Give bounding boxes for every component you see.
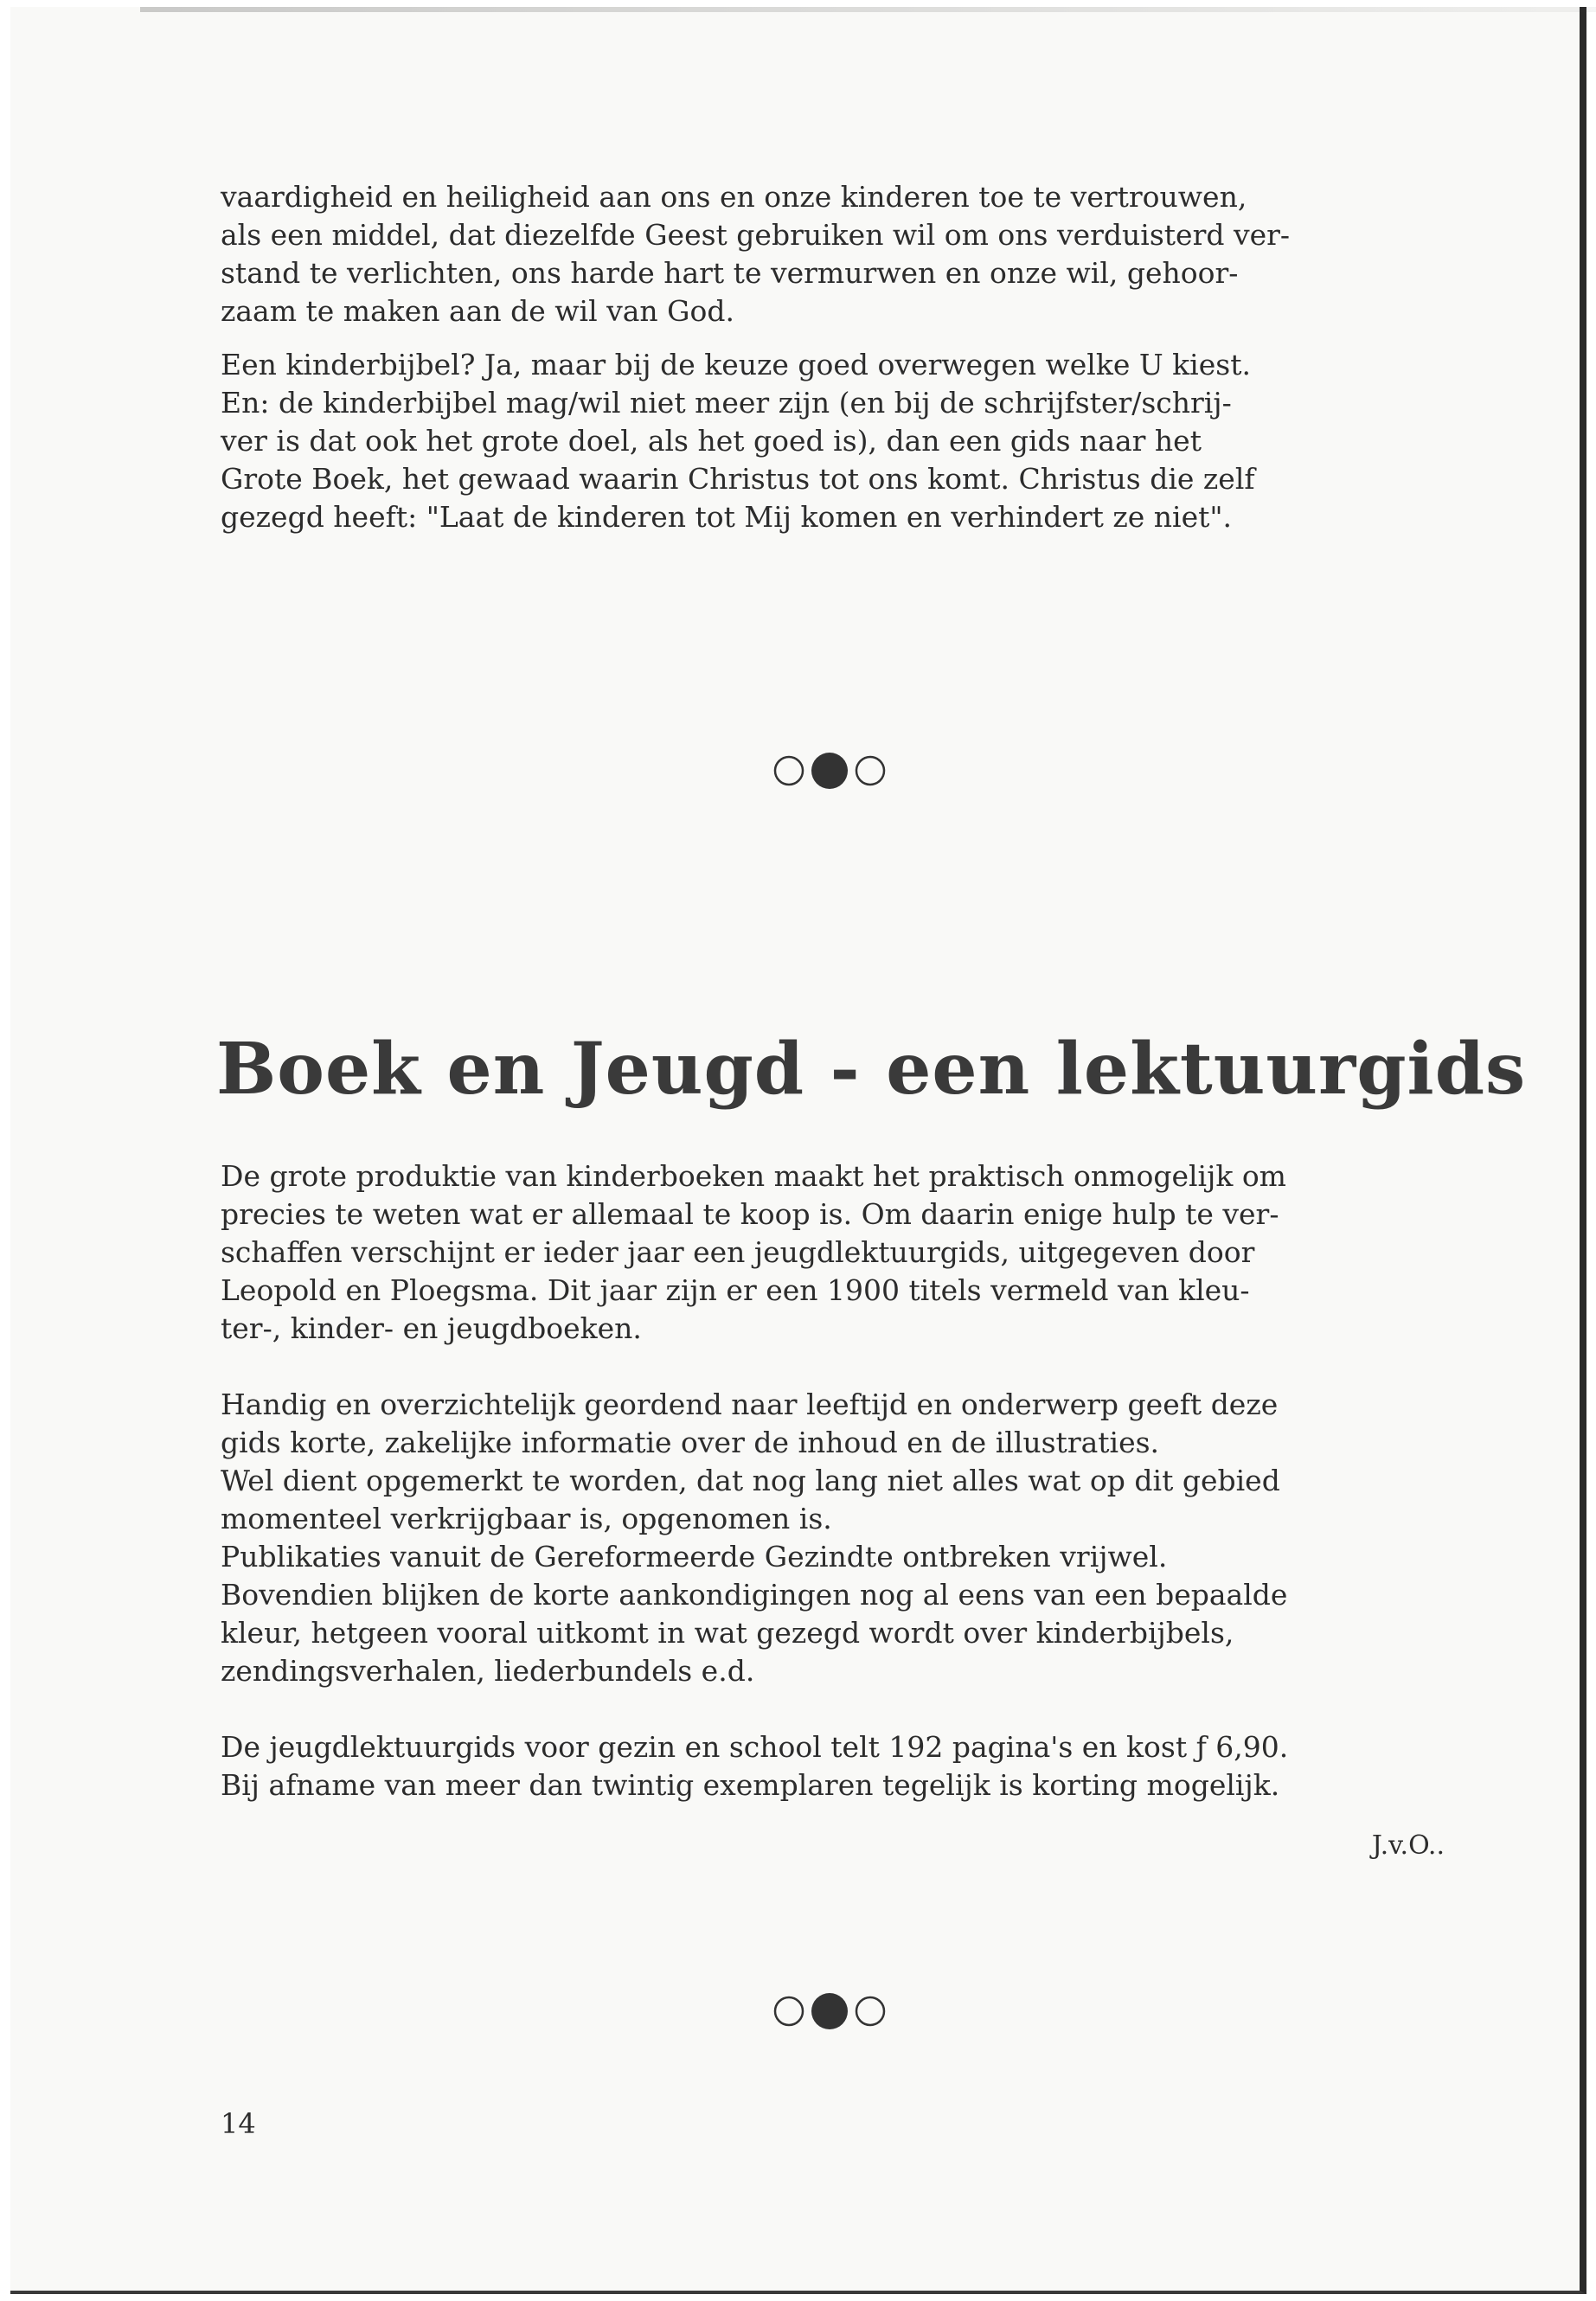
text-line: zaam te maken aan de wil van God.	[221, 294, 735, 328]
open-circle-icon	[772, 1994, 806, 2029]
open-circle-icon	[853, 1994, 888, 2029]
text-line: Publikaties vanuit de Gereformeerde Gezindte ontbreken vrijwel.	[221, 1540, 1168, 1574]
open-circle-icon	[772, 753, 806, 788]
text-line: Leopold en Ploegsma. Dit jaar zijn er een 1900 titels vermeld van kleu-	[221, 1273, 1250, 1307]
article-body	[221, 1157, 1449, 1804]
text-line: gezegd heeft: "Laat de kinderen tot Mij komen en verhindert ze niet".	[221, 500, 1233, 534]
open-circle-icon	[853, 753, 888, 788]
text-line: ter-, kinder- en jeugdboeken.	[221, 1311, 642, 1345]
article-paragraph-3	[221, 1728, 1449, 1804]
article-paragraph-1	[221, 1157, 1449, 1348]
text-line: vaardigheid en heiligheid aan ons en onze kinderen toe te vertrouwen,	[221, 180, 1247, 214]
text-line: gids korte, zakelijke informatie over de inhoud en de illustraties.	[221, 1426, 1160, 1459]
page	[10, 7, 1586, 2294]
text-line: precies te weten wat er allemaal te koop is. Om daarin enige hulp te ver-	[221, 1197, 1279, 1231]
text-line: ver is dat ook het grote doel, als het goed is), dan een gids naar het	[221, 424, 1202, 458]
section-divider-ornament	[765, 1990, 894, 2033]
text-line: stand te verlichten, ons harde hart te vermurwen en onze wil, gehoor-	[221, 256, 1239, 290]
intro-paragraph-2	[221, 346, 1449, 536]
text-line: kleur, hetgeen vooral uitkomt in wat gezegd wordt over kinderbijbels,	[221, 1616, 1234, 1650]
section-divider-ornament	[765, 749, 894, 792]
text-line: schaffen verschijnt er ieder jaar een jeugdlektuurgids, uitgegeven door	[221, 1235, 1255, 1269]
text-line: Grote Boek, het gewaad waarin Christus tot ons komt. Christus die zelf	[221, 462, 1255, 496]
text-line: De grote produktie van kinderboeken maakt het praktisch onmogelijk om	[221, 1159, 1286, 1193]
page-top-edge-shadow	[140, 7, 1596, 12]
text-line: Bovendien blijken de korte aankondigingen nog al eens van een bepaalde	[221, 1578, 1288, 1612]
text-line: Een kinderbijbel? Ja, maar bij de keuze goed overwegen welke U kiest.	[221, 348, 1251, 381]
text-line: momenteel verkrijgbaar is, opgenomen is.	[221, 1502, 832, 1535]
text-line: zendingsverhalen, liederbundels e.d.	[221, 1654, 755, 1688]
text-line: Bij afname van meer dan twintig exemplaren tegelijk is korting mogelijk.	[221, 1768, 1280, 1802]
text-line: En: de kinderbijbel mag/wil niet meer zijn (en bij de schrijfster/schrij-	[221, 386, 1232, 420]
intro-paragraph-1	[221, 178, 1449, 330]
filled-circle-icon	[810, 1991, 849, 2031]
text-line: Wel dient opgemerkt te worden, dat nog lang niet alles wat op dit gebied	[221, 1464, 1280, 1497]
intro-section	[221, 178, 1449, 536]
filled-circle-icon	[810, 751, 849, 791]
article-title: Boek en Jeugd - een lektuurgids	[216, 1028, 1527, 1111]
article-paragraph-2	[221, 1386, 1449, 1690]
author-signature: J.v.O..	[1371, 1830, 1445, 1861]
text-line: als een middel, dat diezelfde Geest gebruiken wil om ons verduisterd ver-	[221, 218, 1291, 252]
text-line: De jeugdlektuurgids voor gezin en school telt 192 pagina's en kost ƒ 6,90.	[221, 1730, 1289, 1764]
text-line: Handig en overzichtelijk geordend naar leeftijd en onderwerp geeft deze	[221, 1388, 1279, 1421]
page-number: 14	[221, 2107, 256, 2140]
